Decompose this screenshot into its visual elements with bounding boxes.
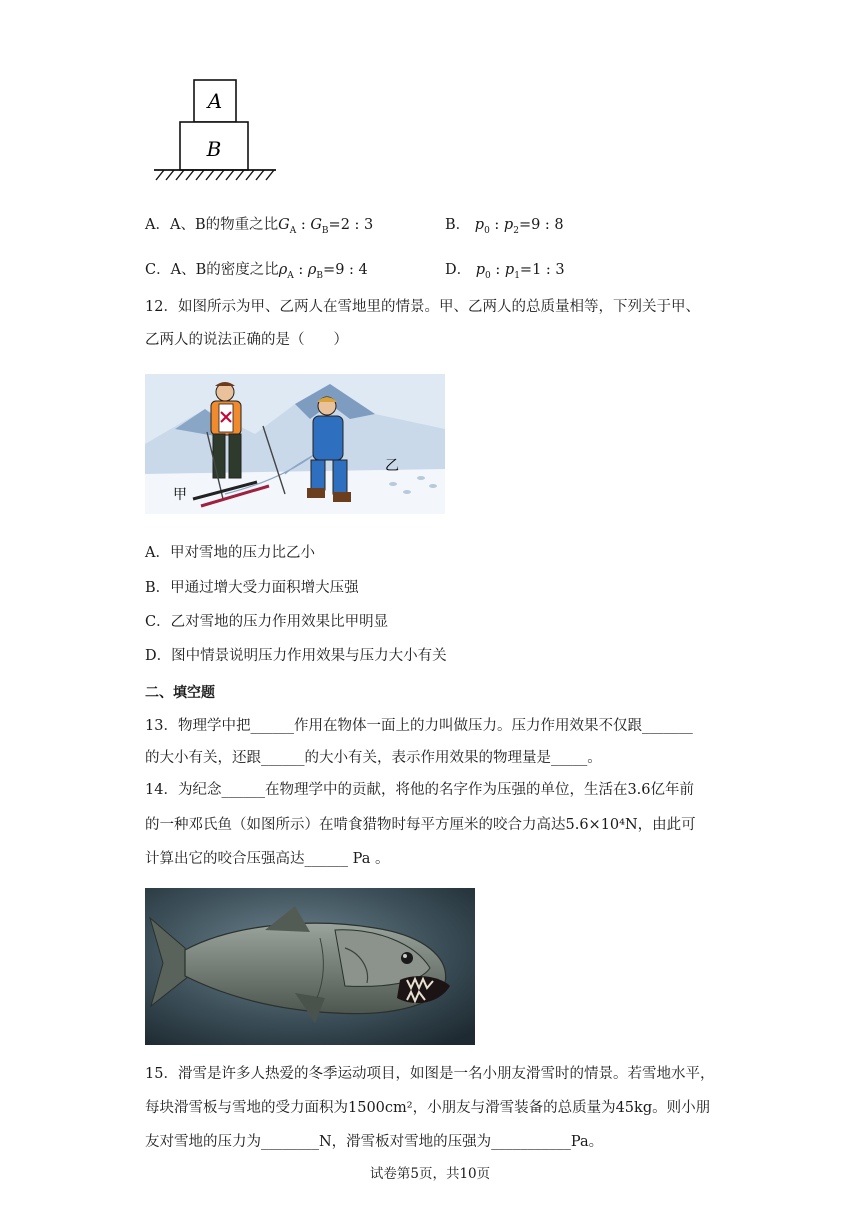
q12-option-d: D．图中情景说明压力作用效果与压力大小有关: [145, 648, 447, 664]
q11-option-a: A．A、B的物重之比$G_A$ : $G_B=2$ : 3: [145, 217, 374, 236]
q12-line-2: 乙两人的说法正确的是（ ）: [145, 332, 348, 348]
ground-hatching: [156, 170, 274, 180]
blocks-figure: [150, 76, 280, 186]
block-a-label: A: [207, 89, 223, 113]
page-footer: 试卷第5页，共10页: [369, 1166, 491, 1182]
q15-line-2: 每块滑雪板与雪地的受力面积为1500cm²，小朋友与滑雪装备的总质量为45kg。则小朋: [145, 1100, 711, 1116]
block-b-label: B: [206, 137, 222, 161]
q12-option-c: C．乙对雪地的压力作用效果比甲明显: [145, 614, 389, 630]
q14-line-2: 的一种邓氏鱼（如图所示）在啃食猎物时每平方厘米的咬合力高达5.6×10⁴N，由此可: [145, 817, 696, 833]
q11-option-d: D． $p_0$ : $p_1=1$ : 3: [445, 262, 565, 281]
q15-line-1: 15．滑雪是许多人热爱的冬季运动项目，如图是一名小朋友滑雪时的情景。若雪地水平，: [145, 1066, 715, 1082]
dunkleosteus-figure: [145, 888, 475, 1045]
q12-option-a: A．甲对雪地的压力比乙小: [145, 545, 315, 561]
section-heading: 二、填空题: [145, 685, 215, 701]
q12-line-1: 12．如图所示为甲、乙两人在雪地里的情景。甲、乙两人的总质量相等，下列关于甲、: [145, 299, 700, 315]
q14-line-3: 计算出它的咬合压强高达______ Pa 。: [145, 851, 390, 867]
q14-line-1: 14．为纪念______在物理学中的贡献，将他的名字作为压强的单位，生活在3.6亿年前: [145, 782, 695, 798]
label-yi: 乙: [385, 458, 399, 474]
q11-option-b: B． $p_0$ : $p_2=9$ : 8: [445, 217, 564, 236]
q15-line-3: 友对雪地的压力为________N，滑雪板对雪地的压强为___________Pa。: [145, 1134, 604, 1150]
q12-option-b: B．甲通过增大受力面积增大压强: [145, 580, 359, 596]
q13-line-2: 的大小有关，还跟______的大小有关，表示作用效果的物理量是_____。: [145, 750, 602, 766]
snow-people-figure: [145, 374, 445, 514]
label-jia: 甲: [173, 487, 187, 503]
q13-line-1: 13．物理学中把______作用在物体一面上的力叫做压力。压力作用效果不仅跟_______: [145, 718, 693, 734]
q11-option-c: C．A、B的密度之比$\rho_A$ : $\rho_B=9$ : 4: [145, 262, 368, 281]
